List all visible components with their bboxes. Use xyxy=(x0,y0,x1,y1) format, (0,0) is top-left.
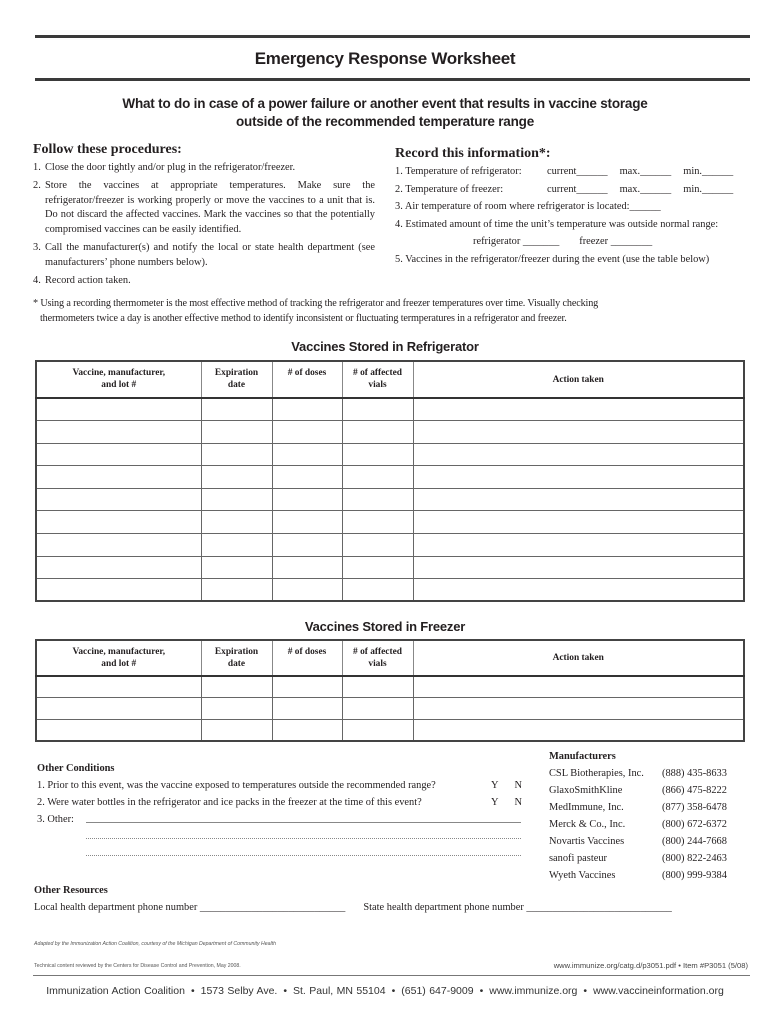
record-time-outside: 4. Estimated amount of time the unit’s temperature was outside normal range: xyxy=(395,218,719,230)
vaccine-cell[interactable] xyxy=(36,556,201,579)
record-time-fields xyxy=(395,235,745,250)
fridge-time-field[interactable]: refrigerator _______ xyxy=(473,236,560,247)
doses-cell[interactable] xyxy=(272,556,342,579)
manufacturer-row: CSL Biotherapies, Inc. (888) 435-8633 xyxy=(549,768,727,779)
affected-vials-cell[interactable] xyxy=(342,511,413,534)
condition-question-1: 1. Prior to this event, was the vaccine exposed to temperatures outside the recommended range? Y N xyxy=(37,777,522,794)
doses-cell[interactable] xyxy=(272,676,342,698)
affected-vials-cell[interactable] xyxy=(342,698,413,720)
action-cell[interactable] xyxy=(413,698,744,720)
table-row xyxy=(36,534,744,557)
vaccine-cell[interactable] xyxy=(36,421,201,444)
expiration-cell[interactable] xyxy=(201,676,272,698)
doses-cell[interactable] xyxy=(272,443,342,466)
freezer-table-title: Vaccines Stored in Freezer xyxy=(304,619,466,634)
column-header-expiration: Expiration date xyxy=(201,640,272,676)
table-row xyxy=(36,398,744,421)
fridge-min-field[interactable]: min.______ xyxy=(683,166,734,177)
record-section xyxy=(395,146,745,270)
state-health-phone-field[interactable]: State health department phone number ____________________________ xyxy=(363,902,672,913)
expiration-cell[interactable] xyxy=(201,488,272,511)
refrigerator-table xyxy=(35,360,745,602)
manufacturer-row: sanofi pasteur (800) 822-2463 xyxy=(549,853,727,864)
record-freezer-temp: 2. Temperature of freezer: current______ max.______ min.______ xyxy=(395,183,745,198)
doses-cell[interactable] xyxy=(272,421,342,444)
expiration-cell[interactable] xyxy=(201,466,272,489)
freezer-current-field[interactable]: current______ xyxy=(547,183,608,195)
top-rule xyxy=(35,35,750,38)
procedure-item: 2. Store the vaccines at appropriate temperatures. Make sure the refrigerator/freezer is working properly or move the vaccines to a unit that is. Do not discard the affected vaccines. Mark the vaccines so that the potentially compromised vaccines can be easily identified. xyxy=(33,179,375,236)
table-row xyxy=(36,488,744,511)
bullet-icon: • xyxy=(391,985,396,997)
other-conditions-heading: Other Conditions xyxy=(37,763,115,774)
q1-no-option[interactable]: N xyxy=(514,780,522,791)
vaccine-cell[interactable] xyxy=(36,698,201,720)
other-line-1[interactable] xyxy=(86,822,521,823)
doses-cell[interactable] xyxy=(272,398,342,421)
fridge-max-field[interactable]: max.______ xyxy=(619,166,672,177)
column-header-vaccine: Vaccine, manufacturer, and lot # xyxy=(36,640,201,676)
freezer-table xyxy=(35,639,745,742)
vaccine-cell[interactable] xyxy=(36,398,201,421)
freezer-min-field[interactable]: min.______ xyxy=(683,183,734,195)
affected-vials-cell[interactable] xyxy=(342,676,413,698)
expiration-cell[interactable] xyxy=(201,579,272,602)
column-header-action: Action taken xyxy=(413,361,744,398)
other-line-3[interactable] xyxy=(86,855,521,856)
org-name: Immunization Action Coalition xyxy=(46,985,185,997)
fridge-current-field[interactable]: current______ xyxy=(547,166,608,177)
affected-vials-cell[interactable] xyxy=(342,443,413,466)
condition-question-3: 3. Other: xyxy=(37,814,74,825)
footer-address xyxy=(0,985,770,997)
action-cell[interactable] xyxy=(413,443,744,466)
bullet-icon: • xyxy=(190,985,195,997)
action-cell[interactable] xyxy=(413,676,744,698)
table-row xyxy=(36,466,744,489)
manufacturers-section xyxy=(549,748,749,884)
other-conditions-section xyxy=(37,760,522,828)
column-header-action: Action taken xyxy=(413,640,744,676)
doses-cell[interactable] xyxy=(272,719,342,741)
page-title: Emergency Response Worksheet xyxy=(254,49,516,68)
affected-vials-cell[interactable] xyxy=(342,466,413,489)
manufacturer-row: GlaxoSmithKline (866) 475-8222 xyxy=(549,785,727,796)
bullet-icon: • xyxy=(583,985,588,997)
action-cell[interactable] xyxy=(413,534,744,557)
action-cell[interactable] xyxy=(413,421,744,444)
table-row xyxy=(36,421,744,444)
affected-vials-cell[interactable] xyxy=(342,556,413,579)
website-link-2[interactable]: www.vaccineinformation.org xyxy=(593,985,724,997)
table-row xyxy=(36,511,744,534)
table-row xyxy=(36,579,744,602)
subtitle-line-1: What to do in case of a power failure or another event that results in vaccine storage xyxy=(122,96,648,111)
procedure-item: 4. Record action taken. xyxy=(33,274,131,286)
manufacturers-heading: Manufacturers xyxy=(549,751,616,762)
action-cell[interactable] xyxy=(413,398,744,421)
vaccine-cell[interactable] xyxy=(36,443,201,466)
record-list xyxy=(395,165,745,267)
footer-rule xyxy=(33,975,750,976)
column-header-doses: # of doses xyxy=(272,361,342,398)
doses-cell[interactable] xyxy=(272,488,342,511)
affected-vials-cell[interactable] xyxy=(342,719,413,741)
refrigerator-table-body xyxy=(36,398,744,601)
expiration-cell[interactable] xyxy=(201,398,272,421)
bullet-icon: • xyxy=(479,985,484,997)
vaccine-cell[interactable] xyxy=(36,511,201,534)
doses-cell[interactable] xyxy=(272,579,342,602)
table-row xyxy=(36,719,744,741)
doses-cell[interactable] xyxy=(272,534,342,557)
doses-cell[interactable] xyxy=(272,511,342,534)
affected-vials-cell[interactable] xyxy=(342,488,413,511)
doses-cell[interactable] xyxy=(272,466,342,489)
thermometer-footnote: * Using a recording thermometer is the most effective method of tracking the refrigerator and freezer temperatures over time. Visually checking thermometers twice a day is another effective method to identify inconsistent or fluctuating termperatures in a refrigerator and freezer. xyxy=(33,298,599,324)
expiration-cell[interactable] xyxy=(201,556,272,579)
manufacturer-row: MedImmune, Inc. (877) 358-6478 xyxy=(549,802,727,813)
vaccine-cell[interactable] xyxy=(36,534,201,557)
column-header-affected-vials: # of affected vials xyxy=(342,640,413,676)
action-cell[interactable] xyxy=(413,511,744,534)
action-cell[interactable] xyxy=(413,488,744,511)
expiration-cell[interactable] xyxy=(201,443,272,466)
vaccine-cell[interactable] xyxy=(36,488,201,511)
q1-yes-option[interactable]: Y xyxy=(490,780,499,791)
action-cell[interactable] xyxy=(413,556,744,579)
manufacturer-row: Wyeth Vaccines (800) 999-9384 xyxy=(549,870,727,881)
vaccine-cell[interactable] xyxy=(36,579,201,602)
record-vaccines-note: 5. Vaccines in the refrigerator/freezer during the event (use the table below) xyxy=(395,253,710,265)
record-fridge-temp: 1. Temperature of refrigerator: current______ max.______ min.______ xyxy=(395,165,745,180)
table-row xyxy=(36,443,744,466)
vaccine-cell[interactable] xyxy=(36,719,201,741)
expiration-cell[interactable] xyxy=(201,511,272,534)
adaptation-credit: Adapted by the Immunization Action Coalition, courtesy of the Michigan Department of Community Health xyxy=(34,941,277,947)
doses-cell[interactable] xyxy=(272,698,342,720)
procedure-item: 3. Call the manufacturer(s) and notify the local or state health department (see manufacturers’ phone numbers below). xyxy=(33,241,375,268)
expiration-cell[interactable] xyxy=(201,698,272,720)
affected-vials-cell[interactable] xyxy=(342,579,413,602)
record-heading: Record this information*: xyxy=(395,146,551,161)
procedures-section xyxy=(33,142,375,291)
item-reference: www.immunize.org/catg.d/p3051.pdf • Item #P3051 (5/08) xyxy=(553,961,748,970)
manufacturer-row: Merck & Co., Inc. (800) 672-6372 xyxy=(549,819,727,830)
action-cell[interactable] xyxy=(413,579,744,602)
freezer-max-field[interactable]: max.______ xyxy=(619,183,672,195)
table-row xyxy=(36,676,744,698)
table-row xyxy=(36,556,744,579)
column-header-doses: # of doses xyxy=(272,640,342,676)
table-row xyxy=(36,698,744,720)
review-credit: Technical content reviewed by the Centers for Disease Control and Prevention, May 2008. xyxy=(34,963,241,969)
action-cell[interactable] xyxy=(413,466,744,489)
affected-vials-cell[interactable] xyxy=(342,534,413,557)
street-address: 1573 Selby Ave. xyxy=(200,985,278,997)
procedures-heading: Follow these procedures: xyxy=(33,142,182,157)
expiration-cell[interactable] xyxy=(201,421,272,444)
local-health-phone-field[interactable]: Local health department phone number ____________________________ xyxy=(34,902,346,913)
subtitle-line-2: outside of the recommended temperature range xyxy=(235,114,534,129)
procedures-list xyxy=(33,161,375,288)
condition-question-2: 2. Were water bottles in the refrigerator and ice packs in the freezer at the time of this event? Y N xyxy=(37,794,522,811)
bullet-icon: • xyxy=(283,985,288,997)
column-header-expiration: Expiration date xyxy=(201,361,272,398)
freezer-time-field[interactable]: freezer ________ xyxy=(579,236,653,247)
other-resources-section xyxy=(34,882,754,916)
vaccine-cell[interactable] xyxy=(36,676,201,698)
expiration-cell[interactable] xyxy=(201,719,272,741)
city-state-zip: St. Paul, MN 55104 xyxy=(293,985,386,997)
expiration-cell[interactable] xyxy=(201,534,272,557)
other-line-2[interactable] xyxy=(86,838,521,839)
page-subtitle xyxy=(0,95,770,131)
website-link-1[interactable]: www.immunize.org xyxy=(489,985,578,997)
procedure-item: 1. Close the door tightly and/or plug in the refrigerator/freezer. xyxy=(33,162,296,173)
refrigerator-table-title: Vaccines Stored in Refrigerator xyxy=(291,339,479,354)
record-room-temp[interactable]: 3. Air temperature of room where refrigerator is located:______ xyxy=(395,201,661,212)
q2-yes-option[interactable]: Y xyxy=(490,797,499,808)
column-header-affected-vials: # of affected vials xyxy=(342,361,413,398)
other-resources-heading: Other Resources xyxy=(34,885,108,896)
manufacturer-row: Novartis Vaccines (800) 244-7668 xyxy=(549,836,727,847)
freezer-table-body xyxy=(36,676,744,741)
org-phone: (651) 647-9009 xyxy=(401,985,474,997)
vaccine-cell[interactable] xyxy=(36,466,201,489)
q2-no-option[interactable]: N xyxy=(514,797,522,808)
affected-vials-cell[interactable] xyxy=(342,398,413,421)
action-cell[interactable] xyxy=(413,719,744,741)
column-header-vaccine: Vaccine, manufacturer, and lot # xyxy=(36,361,201,398)
affected-vials-cell[interactable] xyxy=(342,421,413,444)
title-rule xyxy=(35,78,750,81)
